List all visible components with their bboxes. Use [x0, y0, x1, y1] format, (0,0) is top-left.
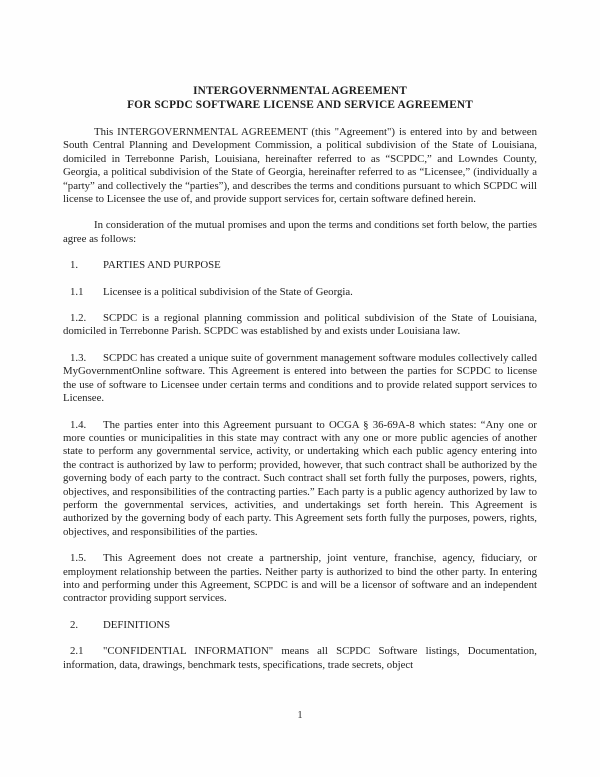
intro-paragraph-1: This INTERGOVERNMENTAL AGREEMENT (this "Agreement") is entered into by and between South Central Planning and Development Commission, a political subdivision of the State of Louisiana, domiciled in Terrebonne Parish, Louisiana, hereinafter referred to as “SCPDC,” and Lowndes County, Georgia, a political subdivision of the State of Georgia, hereinafter referred to as “Licensee,” (individually a “party” and collectively the “parties”), and describes the terms and conditions pursuant to which SCPDC will license to Licensee the use of, and provide support services for, certain software defined herein. — [63, 126, 537, 206]
intro-paragraph-2: In consideration of the mutual promises and upon the terms and conditions set forth below, the parties agree as follows: — [63, 219, 537, 245]
section-2-number: 2. — [70, 618, 79, 631]
clause-1-5 — [63, 552, 537, 606]
clause-1-3 — [63, 352, 537, 406]
title-line-2: FOR SCPDC SOFTWARE LICENSE AND SERVICE AGREEMENT — [127, 99, 473, 111]
clause-1-4-number: 1.4. — [70, 418, 87, 431]
clause-1-5-number: 1.5. — [70, 552, 87, 565]
document-title — [63, 84, 537, 112]
page-number: 1 — [297, 710, 303, 721]
clause-1-3-number: 1.3. — [70, 351, 87, 364]
section-1-heading — [63, 259, 537, 272]
section-1-number: 1. — [70, 259, 79, 272]
section-2-heading — [63, 619, 537, 632]
clause-1-1-text: Licensee is a political subdivision of the State of Georgia. — [103, 285, 353, 298]
section-2-heading-label: DEFINITIONS — [103, 618, 171, 631]
clause-1-1 — [63, 286, 537, 299]
clause-2-1 — [63, 645, 537, 672]
clause-1-4-text: The parties enter into this Agreement pursuant to OCGA § 36-69A-8 which states: “Any one or more counties or municipalities in this state may contract with any one or more public agencies of another state to perform any governmental service, activity, or undertaking which each public agency entering into the contract is authorized by law to perform; provided, however, that such contract shall be authorized by the governing body of each party to the contract. Such contract shall set forth fully the purposes, powers, rights, objectives, and responsibilities of the contracting parties.” Each party is a public agency authorized by law to perform the governmental services, activities, and undertakings set forth herein. This Agreement is authorized by the governing body of each party. This Agreement sets forth fully the purposes, powers, rights, objectives, and responsibilities of the parties. — [63, 418, 537, 538]
clause-1-3-text: SCPDC has created a unique suite of government management software modules collectively called MyGovernmentOnline software. This Agreement is entered into between the parties for SCPDC to license the use of software to Licensee under certain terms and conditions and to provide related support services to Licensee. — [63, 351, 537, 405]
clause-1-1-number: 1.1 — [70, 285, 84, 298]
clause-2-1-text: "CONFIDENTIAL INFORMATION" means all SCPDC Software listings, Documentation, information, data, drawings, benchmark tests, specifications, trade secrets, object — [63, 645, 537, 671]
clause-1-2-text: SCPDC is a regional planning commission and political subdivision of the State of Louisiana, domiciled in Terrebonne Parish. SCPDC was established by and exists under Louisiana law. — [63, 312, 537, 338]
title-line-1: INTERGOVERNMENTAL AGREEMENT — [193, 85, 407, 97]
section-1-heading-label: PARTIES AND PURPOSE — [103, 259, 221, 272]
clause-2-1-number: 2.1 — [70, 645, 84, 658]
clause-1-4 — [63, 419, 537, 540]
clause-1-2 — [63, 312, 537, 339]
clause-1-2-number: 1.2. — [70, 312, 87, 325]
clause-1-5-text: This Agreement does not create a partnership, joint venture, franchise, agency, fiduciary, or employment relationship between the parties. Neither party is authorized to bind the other party. In entering into and performing under this Agreement, SCPDC is and will be a licensor of software and an independent contractor providing support services. — [63, 552, 537, 605]
